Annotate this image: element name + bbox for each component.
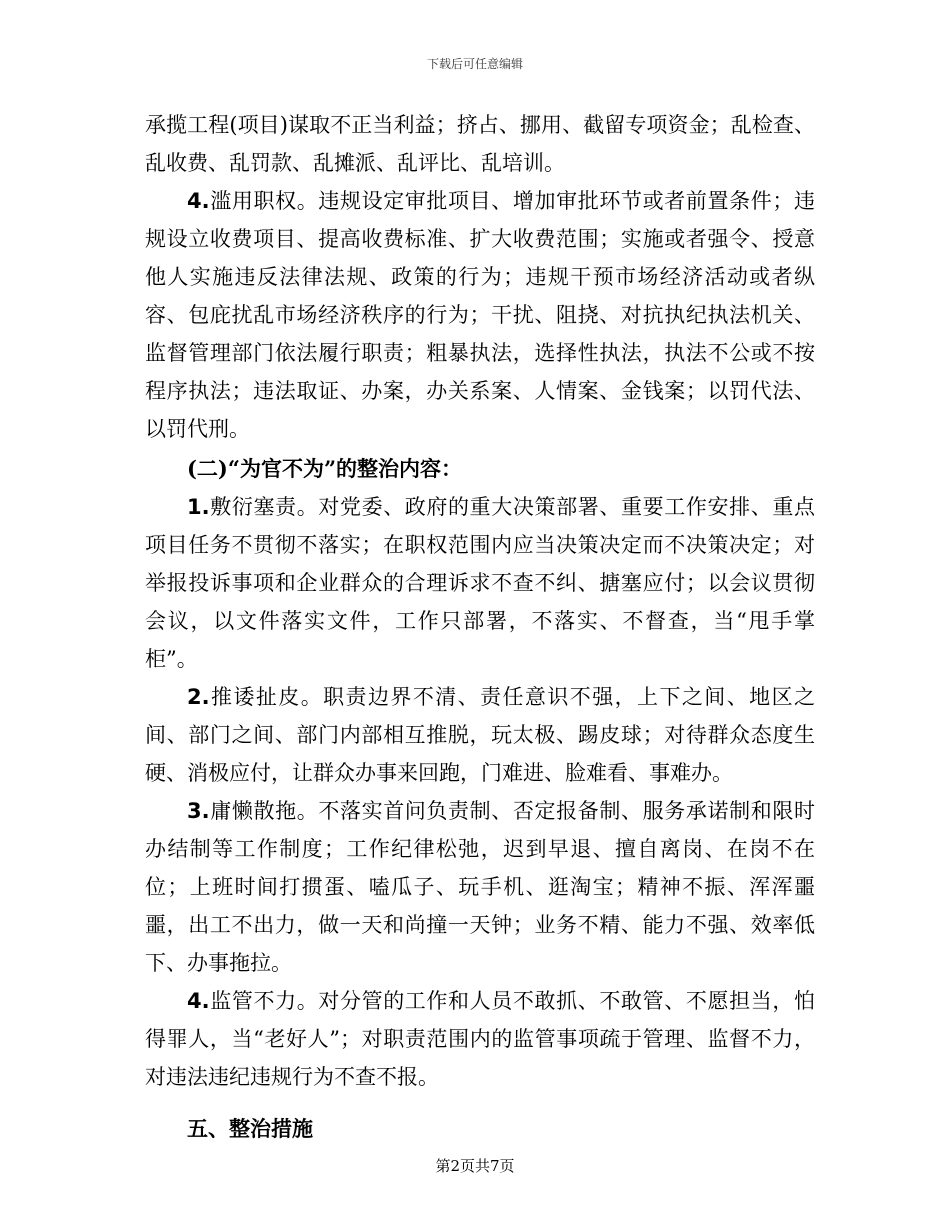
item-number: 2.: [187, 685, 210, 709]
page-number-footer: 第2页共7页: [435, 1157, 515, 1175]
item-text: 庸懒散拖。不落实首问负责制、否定报备制、服务承诺制和限时办结制等工作制度；工作纪律松弛，迟到早退、擅自离岗、在岗不在位；上班时间打掼蛋、嗑瓜子、玩手机、逛淘宝；精神不振、浑浑噩噩，出工不出力，做一天和尚撞一天钟；业务不精、能力不强、效率低下、办事拖拉。: [145, 799, 815, 975]
item-text: 推诿扯皮。职责边界不清、责任意识不强，上下之间、地区之间、部门之间、部门内部相互推脱，玩太极、踢皮球；对待群众态度生硬、消极应付，让群众办事来回跑，门难进、脸难看、事难办。: [145, 685, 815, 785]
item-perfunctory: [145, 488, 815, 678]
section-five-heading: 五、整治措施: [187, 1116, 313, 1141]
item-text: 滥用职权。违规设定审批项目、增加审批环节或者前置条件；违规设立收费项目、提高收费标准、扩大收费范围；实施或者强令、授意他人实施违反法律法规、政策的行为；违规干预市场经济活动或者纵容、包庇扰乱市场经济秩序的行为；干扰、阻挠、对抗执纪执法机关、监督管理部门依法履行职责；粗暴执法，选择性执法，执法不公或不按程序执法；违法取证、办案，办关系案、人情案、金钱案；以罚代法、以罚代刑。: [145, 189, 815, 441]
item-text: 敷衍塞责。对党委、政府的重大决策部署、重要工作安排、重点项目任务不贯彻不落实；在职权范围内应当决策决定而不决策决定；对举报投诉事项和企业群众的合理诉求不查不纠、搪塞应付；以会议贯彻会议，以文件落实文件，工作只部署，不落实、不督查，当“甩手掌柜”。: [145, 495, 815, 671]
item-number: 3.: [187, 799, 210, 823]
item-buck-passing: [145, 678, 815, 792]
item-number: 1.: [187, 495, 210, 519]
item-number: 4.: [187, 189, 210, 213]
item-text: 监管不力。对分管的工作和人员不敢抓、不敢管、不愿担当，怕得罪人，当“老好人”；对职责范围内的监管事项疏于管理、监督不力，对违法违纪违规行为不查不报。: [145, 989, 815, 1089]
item-abuse-of-power: [145, 182, 815, 448]
section-two-heading: (二)“为官不为”的整治内容：: [187, 456, 463, 481]
continuation-paragraph: 承揽工程(项目)谋取不正当利益；挤占、挪用、截留专项资金；乱检查、乱收费、乱罚款、乱摊派、乱评比、乱培训。: [145, 113, 815, 175]
item-idleness: [145, 792, 815, 982]
item-number: 4.: [187, 989, 210, 1013]
document-body: [145, 106, 815, 1148]
item-weak-supervision: [145, 982, 815, 1096]
page-header-note: 下载后可任意编辑: [426, 57, 523, 71]
